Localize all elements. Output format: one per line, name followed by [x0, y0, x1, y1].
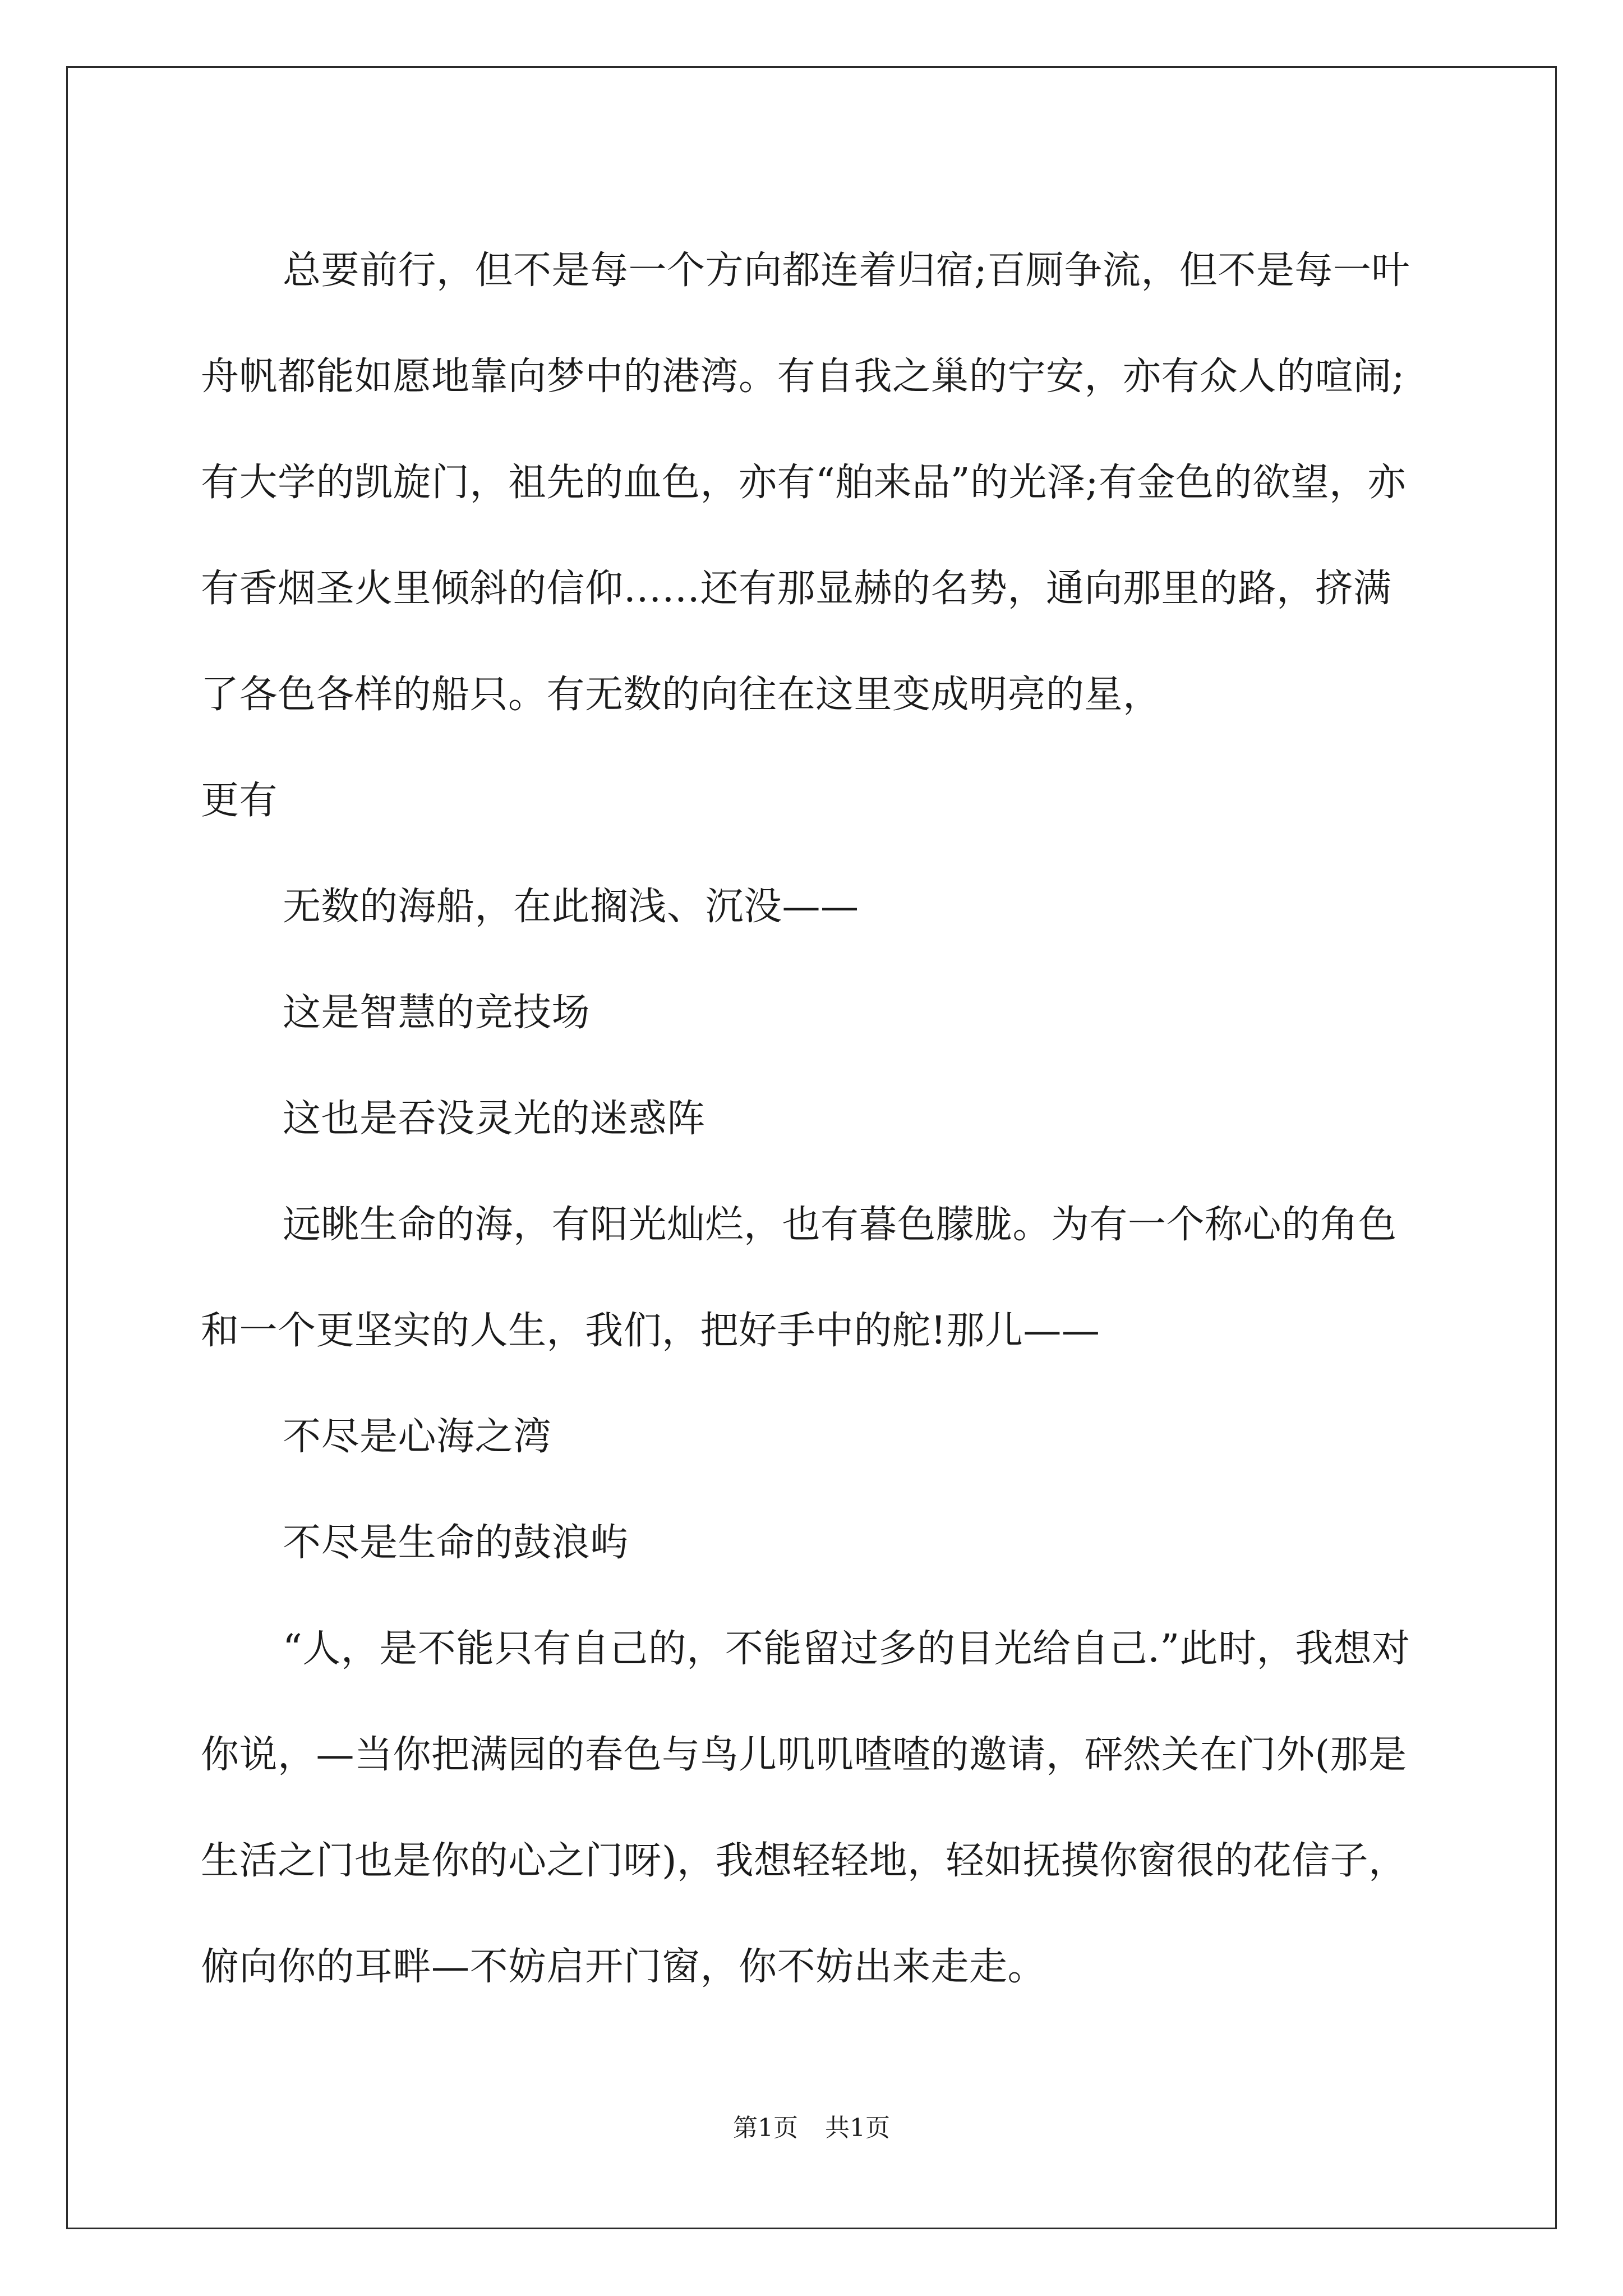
- page-number-current: 第1页: [733, 2114, 798, 2142]
- paragraph-3: 无数的海船，在此搁浅、沉没——: [283, 885, 859, 929]
- paragraph-1: 总要前行，但不是每一个方向都连着归宿;百厕争流，但不是每一叶舟帆都能如愿地靠向梦中的港湾。有自我之巢的宁安，亦有众人的喧闹;有大学的凯旋门，祖先的血色，亦有“舶来品”的光泽;有金色的欲望，亦有香烟圣火里倾斜的信仰……还有那显赫的名势，通向那里的路，挤满了各色各样的船只。有无数的向往在这里变成明亮的星，: [201, 249, 1410, 717]
- paragraph-6: 远眺生命的海，有阳光灿烂，也有暮色朦胧。为有一个称心的角色和一个更坚实的人生，我们，把好手中的舵!那儿——: [201, 1203, 1397, 1353]
- paragraph-5: 这也是吞没灵光的迷惑阵: [283, 1097, 706, 1141]
- page-footer: [0, 2111, 1623, 2145]
- paragraph-7: 不尽是心海之湾: [283, 1415, 552, 1459]
- paragraph-8: 不尽是生命的鼓浪屿: [283, 1521, 629, 1565]
- paragraph-2: 更有: [201, 779, 278, 823]
- paragraph-4: 这是智慧的竞技场: [283, 991, 591, 1035]
- document-body: [201, 218, 1429, 2020]
- page-number-total: 共1页: [825, 2114, 890, 2142]
- paragraph-9: “人，是不能只有自己的，不能留过多的目光给自己.”此时，我想对你说，—当你把满园的春色与鸟儿叽叽喳喳的邀请，砰然关在门外(那是生活之门也是你的心之门呀)，我想轻轻地，轻如抚摸你窗很的花信子，俯向你的耳畔—不妨启开门窗，你不妨出来走走。: [201, 1627, 1410, 1989]
